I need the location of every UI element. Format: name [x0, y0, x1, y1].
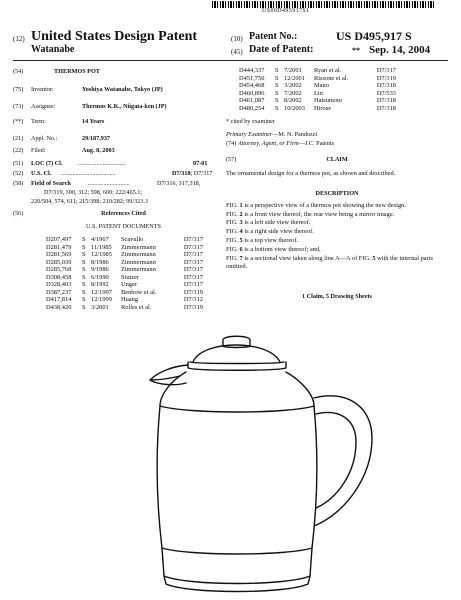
reference-kind: S: [82, 258, 86, 266]
inventor-label: Inventor:: [31, 86, 54, 93]
loc-dots: ...............................: [78, 160, 126, 167]
reference-row: [46, 296, 203, 304]
reference-kind: S: [82, 251, 86, 258]
reference-cls: D7/318: [376, 104, 396, 112]
patent-number: US D495,917 S: [336, 29, 412, 43]
reference-kind: S: [275, 89, 279, 97]
reference-row: [239, 90, 396, 98]
references-left-list: [46, 236, 203, 311]
title-code: (54): [13, 68, 24, 75]
reference-kind: S: [275, 104, 279, 112]
reference-name: Mano: [314, 82, 329, 89]
reference-name: Lin: [314, 89, 323, 97]
reference-cls: D7/317: [183, 281, 203, 288]
reference-date: 3/2001: [91, 303, 109, 311]
invention-title: THERMOS POT: [54, 68, 100, 75]
reference-cls: D7/317: [183, 251, 203, 258]
reference-no: D480,254: [239, 104, 265, 112]
field-line-2: D7/319, 300, 312; 598, 600; 222/465.1;: [44, 189, 143, 196]
loc-code: (51): [13, 160, 24, 167]
thermos-pot-drawing: [88, 328, 378, 598]
reference-date: 9/1986: [91, 266, 109, 273]
reference-date: 8/1986: [91, 258, 109, 266]
reference-no: D308,458: [46, 273, 72, 281]
document-type: United States Design Patent: [31, 29, 198, 44]
figure-description: FIG. 5 is a top view thereof.: [226, 237, 299, 244]
filed-label: Filed:: [31, 147, 46, 154]
filed-value: Aug. 8, 2003: [82, 147, 115, 154]
term-code: (**): [13, 118, 24, 125]
refs-code: (56): [13, 210, 24, 217]
filed-code: (22): [13, 147, 24, 154]
reference-row: [46, 304, 203, 312]
handle-inner: [316, 412, 356, 508]
code-10: (10): [231, 35, 243, 43]
field-line-1: D7/316, 317,318,: [157, 180, 201, 187]
claim-title: CLAIM: [326, 156, 348, 163]
figure-description: FIG. 7 is a sectional view taken along line A—A of FIG. 5 with the internal parts omitted.: [226, 255, 434, 270]
reference-cls: D7/317: [183, 266, 203, 273]
reference-row: [46, 266, 203, 274]
appl-code: (21): [13, 135, 24, 142]
uscl-dots: ....................................: [60, 170, 116, 177]
figure-description: FIG. 2 is a front view thereof, the rear view being a mirror image.: [226, 211, 395, 218]
loc-value: 07-01: [193, 160, 208, 167]
code-12: (12): [13, 35, 25, 43]
date-of-patent-label: Date of Patent:: [249, 44, 314, 55]
reference-row: [46, 281, 203, 289]
reference-kind: S: [82, 236, 86, 243]
header-rule: [13, 60, 448, 61]
reference-row: [46, 289, 203, 297]
description-list: [226, 202, 448, 272]
reference-cls: D7/312: [183, 296, 203, 303]
reference-kind: S: [82, 288, 86, 296]
reference-date: 12/1985: [91, 251, 112, 258]
claims-summary: 1 Claim, 5 Drawing Sheets: [302, 293, 372, 300]
handle-outer: [314, 396, 372, 526]
reference-kind: S: [82, 273, 86, 281]
figure-description: FIG. 3 is a left side view thereof.: [226, 219, 311, 226]
reference-date: 4/1967: [91, 236, 109, 243]
field-code: (58): [13, 180, 24, 187]
code-45: (45): [231, 48, 243, 56]
reference-no: D438,420: [46, 303, 72, 311]
reference-no: D460,896: [239, 89, 265, 97]
references-right-list: [239, 67, 396, 112]
inventor-value: Yoshiya Watanabe, Tokyo (JP): [82, 86, 163, 93]
reference-no: D387,237: [46, 288, 72, 296]
reference-name: Benbow et al.: [121, 288, 157, 296]
reference-row: [239, 105, 396, 113]
appl-value: 29/187,937: [82, 135, 111, 142]
description-title: DESCRIPTION: [315, 190, 359, 197]
reference-kind: S: [275, 82, 279, 89]
assignee-label: Assignee:: [31, 103, 56, 110]
body-side-right: [312, 406, 317, 548]
primary-examiner: Primary Examiner—M. N. Pandozzi: [226, 131, 318, 138]
reference-date: 11/1985: [91, 243, 112, 251]
reference-kind: S: [82, 266, 86, 273]
reference-name: Scavullo: [121, 236, 144, 243]
term-label: Term:: [31, 118, 46, 125]
reference-cls: D7/317: [183, 273, 203, 281]
reference-name: Hirose: [314, 104, 332, 112]
spout: [150, 365, 188, 380]
reference-cls: D7/317: [183, 258, 203, 266]
reference-date: 8/1992: [91, 281, 109, 288]
lid-rim: [190, 362, 284, 364]
reference-kind: S: [82, 296, 86, 303]
claim-text: The ornamental design for a thermos pot, as shown and described.: [226, 170, 396, 177]
reference-name: Huang: [121, 296, 139, 303]
reference-no: D281,569: [46, 251, 72, 258]
reference-no: D285,768: [46, 266, 72, 273]
reference-date: 7/2002: [284, 89, 302, 97]
loc-label: LOC (7) Cl.: [31, 160, 63, 167]
reference-row: [46, 251, 203, 259]
reference-no: D461,087: [239, 97, 265, 104]
claim-code: (57): [226, 156, 237, 163]
inventor-short: Watanabe: [31, 44, 75, 55]
reference-date: 10/2003: [284, 104, 305, 112]
reference-row: [46, 244, 203, 252]
reference-name: Zimmermann: [121, 243, 156, 251]
reference-name: Zimmermann: [121, 266, 156, 273]
references-cited-title: References Cited: [101, 210, 146, 217]
reference-row: [46, 259, 203, 267]
reference-cls: D7/319: [183, 303, 203, 311]
term-value: 14 Years: [82, 118, 105, 125]
reference-date: 6/1990: [91, 273, 109, 281]
field-dots: ...........................: [88, 180, 130, 187]
reference-no: D328,403: [46, 281, 72, 288]
reference-name: Ryan et al.: [314, 67, 342, 74]
reference-no: D451,750: [239, 74, 265, 82]
reference-name: Hatsumoto: [314, 97, 343, 104]
reference-kind: S: [275, 67, 279, 74]
reference-date: 12/1997: [91, 288, 112, 296]
assignee-value: Thermos K.K., Niigata-ken (JP): [82, 103, 167, 110]
reference-cls: D7/533: [376, 89, 396, 97]
reference-date: 7/2001: [284, 67, 302, 74]
inventor-code: (75): [13, 86, 24, 93]
barcode-number: US00D495917S1: [262, 8, 310, 14]
reference-name: Stutzer: [121, 273, 140, 281]
reference-date: 8/2002: [284, 97, 302, 104]
reference-name: Rolles et al.: [121, 303, 152, 311]
barcode-graphic: [212, 1, 434, 8]
reference-kind: S: [82, 281, 86, 288]
figure-description: FIG. 1 is a perspective view of a thermos pot showing the new design.: [226, 202, 406, 209]
reference-no: D444,337: [239, 67, 265, 74]
assignee-code: (73): [13, 103, 24, 110]
reference-kind: S: [275, 97, 279, 104]
reference-no: D417,814: [46, 296, 72, 303]
body-upper-band: [160, 406, 314, 412]
body-shoulder-right: [286, 372, 314, 406]
figure-description: FIG. 6 is a bottom view thereof; and,: [226, 246, 321, 253]
reference-kind: S: [82, 243, 86, 251]
reference-row: [239, 82, 396, 90]
reference-cls: D7/318: [376, 97, 396, 104]
uscl-code: (52): [13, 170, 24, 177]
reference-row: [239, 97, 396, 105]
reference-cls: D7/317: [183, 236, 203, 243]
uscl-value: D7/318; D7/317: [172, 170, 213, 177]
body-side-left: [157, 406, 162, 548]
reference-date: 12/1999: [91, 296, 112, 303]
date-of-patent: Sep. 14, 2004: [369, 44, 431, 56]
date-stars: **: [352, 46, 360, 55]
reference-date: 3/2002: [284, 82, 302, 89]
reference-name: Zimmermann: [121, 251, 156, 258]
reference-name: Unger: [121, 281, 137, 288]
reference-no: D207,497: [46, 236, 72, 243]
cited-by-examiner: * cited by examiner: [226, 118, 275, 125]
reference-row: [46, 236, 203, 244]
reference-cls: D7/319: [376, 74, 396, 82]
field-line-3: 220/504, 574, 611; 215/398; 210/282; 99/323.3: [31, 198, 148, 205]
reference-cls: D7/317: [376, 67, 396, 74]
reference-row: [239, 75, 396, 83]
body-lower-band: [162, 548, 312, 554]
reference-no: D285,039: [46, 258, 72, 266]
figure-description: FIG. 4 is a right side view thereof.: [226, 228, 314, 235]
reference-kind: S: [82, 303, 86, 311]
reference-row: [239, 67, 396, 75]
reference-no: D454,468: [239, 82, 265, 89]
field-label: Field of Search: [31, 180, 71, 187]
attorney-line: (74) Attorney, Agent, or Firm—J.C. Patents: [226, 140, 335, 147]
reference-cls: D7/317: [183, 243, 203, 251]
appl-label: Appl. No.:: [31, 135, 58, 142]
reference-cls: D7/319: [183, 288, 203, 296]
reference-name: Rissone et al.: [314, 74, 349, 82]
us-patent-docs-title: U.S. PATENT DOCUMENTS: [86, 223, 161, 230]
reference-name: Zimmermann: [121, 258, 156, 266]
reference-kind: S: [275, 74, 279, 82]
patent-number-label: Patent No.:: [249, 31, 298, 42]
reference-row: [46, 274, 203, 282]
reference-no: D281,479: [46, 243, 72, 251]
uscl-label: U.S. Cl.: [31, 170, 52, 177]
reference-date: 12/2001: [284, 74, 305, 82]
reference-cls: D7/318: [376, 82, 396, 89]
